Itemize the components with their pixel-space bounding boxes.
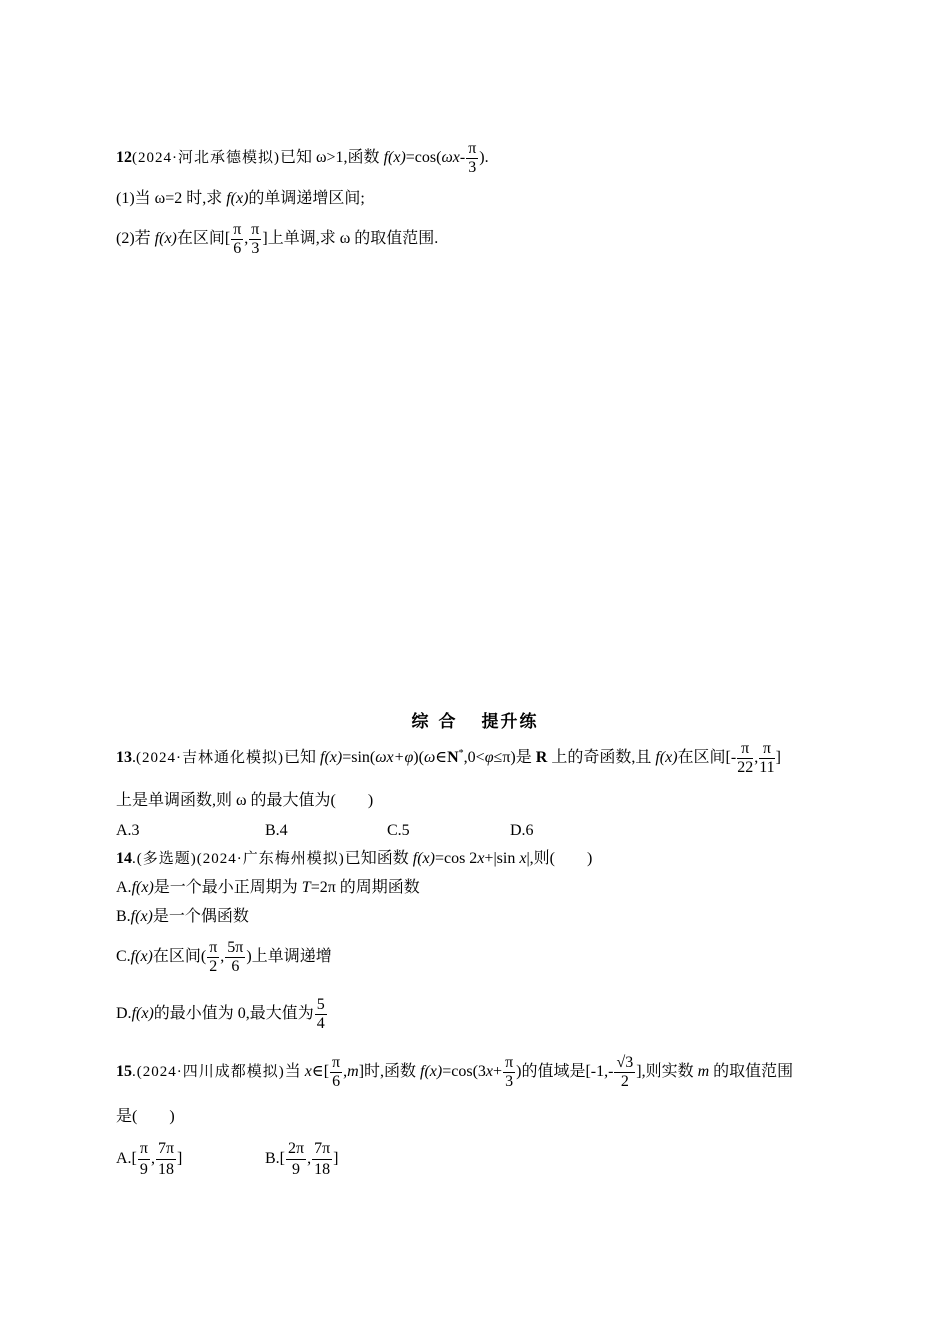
q15-stem: 15.(2024·四川成都模拟)当 x∈[ $\frac{\pi}{6}$ ,m]时,函数 f(x)=cos(3x+ $\frac{\pi}{3}$ )的值域是[-1,- $\frac{√3}{2}$ ],则实数 m 的取值范围 (116, 1054, 794, 1090)
q12-text: =cos( (405, 149, 442, 167)
q14-option-d: D.f(x)的最小值为 0,最大值为 $\frac{5}{4}$ (116, 996, 325, 1032)
q13-option-d: D.6 (510, 822, 534, 839)
q13-fraction: $\frac{\pi}{22}$ (737, 740, 754, 776)
q12-text: ωx- (441, 149, 466, 167)
q14-option-b: B.f(x)是一个偶函数 (116, 908, 249, 925)
q14-source: .(多选题)(2024·广东梅州模拟) (132, 851, 345, 867)
q14-number: 14 (116, 850, 132, 867)
q13-number: 13 (116, 749, 132, 767)
q13-fraction: $\frac{\pi}{11}$ (759, 740, 775, 776)
q12-number: 12 (116, 149, 132, 167)
q13-line2: 上是单调函数,则 ω 的最大值为( ) (116, 792, 374, 809)
q12-part2-text: ]上单调,求 ω 的取值范围. (262, 230, 439, 248)
q12-part1-text: 的单调递增区间; (248, 190, 365, 207)
q12-source: (2024·河北承德模拟) (132, 150, 280, 167)
q12-part1-fx: f(x) (226, 190, 249, 207)
q12-part2: (2)若 f(x)在区间[ $\frac{\pi}{6}$ , $\frac{\pi}{3}$ ]上单调,求 ω 的取值范围. (116, 221, 439, 257)
q12-part2-fraction: $\frac{\pi}{3}$ (251, 221, 260, 257)
q15-option-a: A.[ $\frac{\pi}{9}$ , $\frac{7\pi}{18}$ ] (116, 1140, 183, 1178)
q12-part1-text: (1)当 ω=2 时,求 (116, 190, 227, 207)
q15-fraction: $\frac{\pi}{6}$ (332, 1054, 341, 1090)
q13-option-c: C.5 (387, 822, 410, 839)
q12-fx: f(x) (383, 149, 406, 167)
q14-c-fraction: $\frac{\pi}{2}$ (209, 939, 218, 975)
q12-fraction: $\frac{\pi}{3}$ (468, 140, 477, 176)
q13-stem: 13.(2024·吉林通化模拟)已知 f(x)=sin(ωx+φ)(ω∈N*,0<φ≤π)是 R 上的奇函数,且 f(x)在区间[- $\frac{\pi}{22}$ , $\frac{\pi}{11}$ ] (116, 740, 781, 776)
q14-option-a: A.f(x)是一个最小正周期为 T=2π 的周期函数 (116, 879, 420, 896)
q15-sqrt-fraction: $\frac{√3}{2}$ (616, 1054, 634, 1090)
q12-text: 已知 ω>1,函数 (280, 149, 384, 167)
q15-b-fraction: $\frac{2\pi}{9}$ (288, 1140, 305, 1178)
q12-part2-text: 在区间[ (176, 230, 231, 248)
q14-option-c: C.f(x)在区间( $\frac{\pi}{2}$ , $\frac{5\pi}{6}$ )上单调递增 (116, 939, 332, 975)
q13-source: (2024·吉林通化模拟) (136, 750, 284, 767)
section-title-left: 综 合 (411, 712, 458, 732)
q12-part2-fx: f(x) (154, 230, 177, 248)
q15-fraction: $\frac{\pi}{3}$ (505, 1054, 514, 1090)
q15-source: .(2024·四川成都模拟) (132, 1064, 285, 1081)
q14-c-fraction: $\frac{5\pi}{6}$ (227, 939, 244, 975)
q12-text: ). (479, 149, 489, 167)
q13-option-a: A.3 (116, 822, 140, 839)
section-title (0, 707, 950, 732)
q12-stem (116, 141, 489, 176)
q14-d-fraction: $\frac{5}{4}$ (316, 996, 325, 1032)
q12-part2-text: (2)若 (116, 230, 155, 248)
q12-part2-fraction: $\frac{\pi}{6}$ (233, 221, 242, 257)
q15-a-fraction: $\frac{7\pi}{18}$ (157, 1140, 175, 1178)
q15-number: 15 (116, 1063, 132, 1081)
q15-a-fraction: $\frac{\pi}{9}$ (139, 1140, 148, 1178)
q14-stem: 14.(多选题)(2024·广东梅州模拟)已知函数 f(x)=cos 2x+|sin x|,则( ) (116, 850, 593, 867)
q15-line2: 是( ) (116, 1108, 175, 1125)
q15-b-fraction: $\frac{7\pi}{18}$ (314, 1140, 331, 1178)
section-title-right: 提升练 (481, 712, 539, 732)
q12-part1 (116, 191, 365, 207)
q15-option-b: B.[ $\frac{2\pi}{9}$ , $\frac{7\pi}{18}$ ] (265, 1140, 339, 1178)
q13-option-b: B.4 (265, 822, 288, 839)
